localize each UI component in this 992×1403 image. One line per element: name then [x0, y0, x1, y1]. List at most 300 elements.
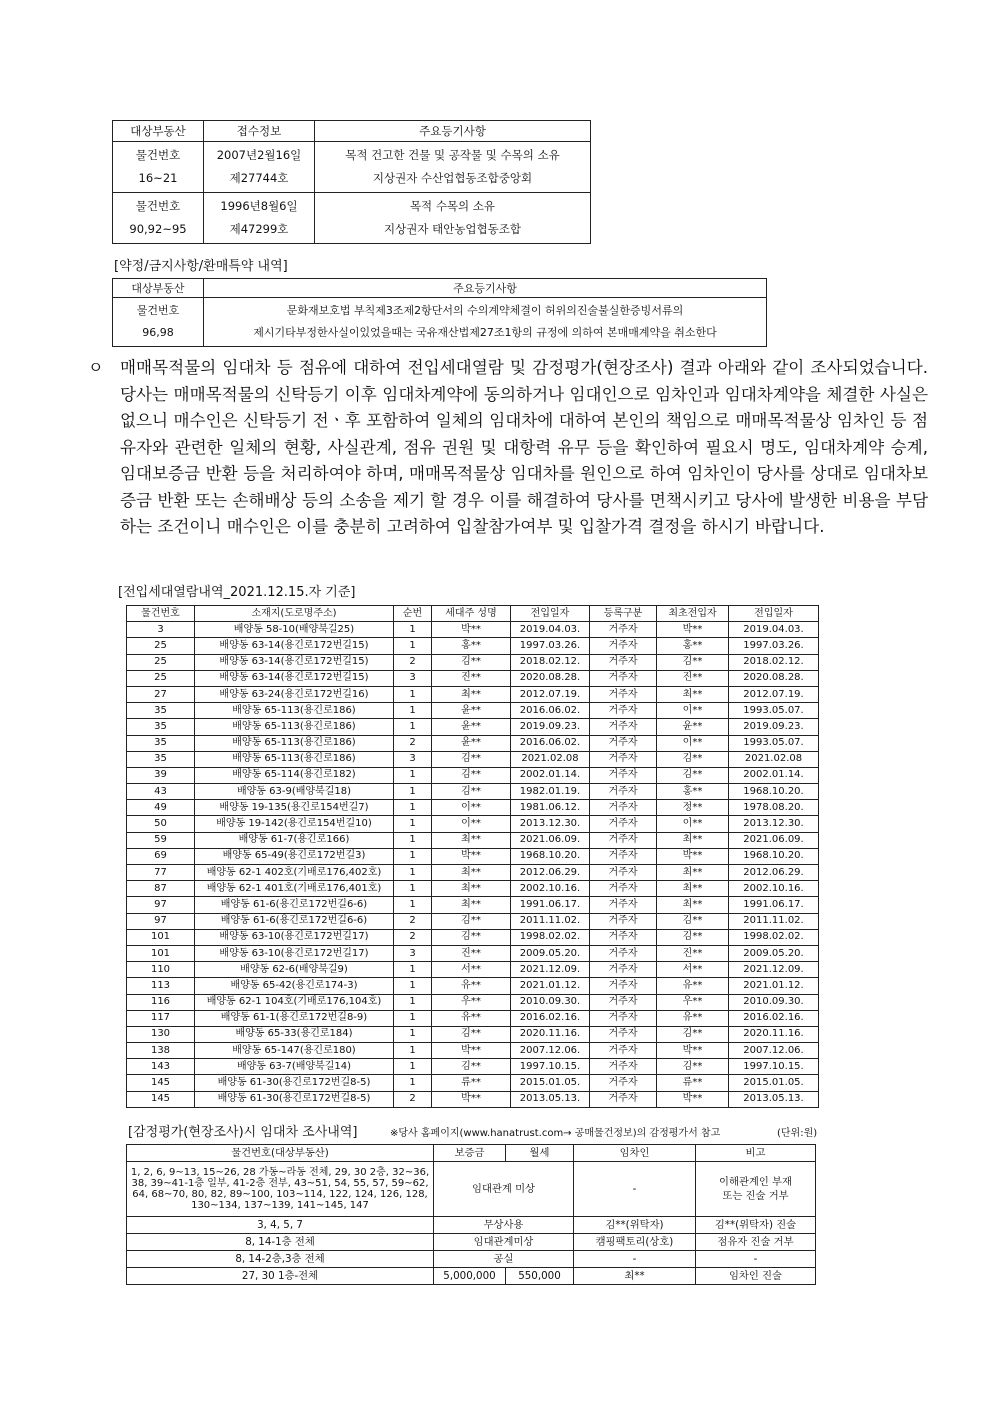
first-move-in-date-cell: 2021.06.09.	[729, 832, 819, 848]
first-resident-cell: 박**	[657, 1091, 729, 1107]
head-name-cell: 박**	[432, 622, 511, 638]
table-row	[127, 800, 819, 816]
head-name-cell: 박**	[432, 848, 511, 864]
items-cell: 3, 4, 5, 7	[127, 1217, 434, 1234]
first-move-in-date-cell: 2012.06.29.	[729, 865, 819, 881]
registration-type-cell: 거주자	[590, 978, 657, 994]
registration-type-cell: 거주자	[590, 929, 657, 945]
seq-cell: 1	[394, 1059, 432, 1075]
seq-cell: 1	[394, 865, 432, 881]
unit-label: (단위:원)	[777, 1128, 818, 1139]
seq-cell: 1	[394, 719, 432, 735]
header-cell: 세대주 성명	[432, 606, 511, 622]
seq-cell: 1	[394, 897, 432, 913]
seq-cell: 1	[394, 1010, 432, 1026]
first-move-in-date-cell: 2018.02.12.	[729, 654, 819, 670]
address-cell: 배양동 63-14(용긴로172번길15)	[195, 670, 394, 686]
address-cell: 배양동 62-1 104호(기배로176,104호)	[195, 994, 394, 1010]
table-row	[127, 994, 819, 1010]
registration-type-cell: 거주자	[590, 1059, 657, 1075]
first-move-in-date-cell: 2013.12.30.	[729, 816, 819, 832]
items-cell: 1, 2, 6, 9~13, 15~26, 28 가동~라동 전체, 29, 30 2층, 32~36, 38, 39~41-1층 일부, 41-2층 전부, 43~51, 54, 55, 57, 59~62, 64, 68~70, 80, 82, 89~100, 103~114, 122, 124, 126, 128, 130~134, 137~139, 141~145, 147	[127, 1162, 434, 1217]
item-no-cell: 87	[127, 881, 195, 897]
registration-type-cell: 거주자	[590, 962, 657, 978]
receipt-cell: 2007년2월16일 제27744호	[204, 142, 315, 193]
first-move-in-date-cell: 2009.05.20.	[729, 945, 819, 961]
item-no-cell: 101	[127, 945, 195, 961]
registry-cell: 목적 수목의 소유 지상권자 태안농업협동조합	[315, 193, 591, 244]
address-cell: 배양동 63-14(용긴로172번길15)	[195, 654, 394, 670]
first-resident-cell: 진**	[657, 670, 729, 686]
first-move-in-date-cell: 2012.07.19.	[729, 686, 819, 702]
header-cell: 전입일자	[511, 606, 590, 622]
head-name-cell: 최**	[432, 686, 511, 702]
item-no-cell: 145	[127, 1091, 195, 1107]
first-move-in-date-cell: 2015.01.05.	[729, 1075, 819, 1091]
registration-type-cell: 거주자	[590, 913, 657, 929]
first-move-in-date-cell: 2019.04.03.	[729, 622, 819, 638]
first-resident-cell: 최**	[657, 897, 729, 913]
note-cell: 임차인 진술	[696, 1268, 816, 1285]
first-resident-cell: 김**	[657, 1059, 729, 1075]
registration-type-cell: 거주자	[590, 881, 657, 897]
head-name-cell: 박**	[432, 1091, 511, 1107]
table-row	[127, 751, 819, 767]
table-header-row	[113, 121, 591, 142]
header-cell: 물건번호	[127, 606, 195, 622]
seq-cell: 1	[394, 622, 432, 638]
move-in-table	[126, 605, 819, 1108]
table-row	[127, 1091, 819, 1107]
table-row	[127, 719, 819, 735]
move-in-date-cell: 2002.01.14.	[511, 767, 590, 783]
first-move-in-date-cell: 1993.05.07.	[729, 703, 819, 719]
address-cell: 배양동 65-147(용긴로180)	[195, 1043, 394, 1059]
item-no-cell: 35	[127, 719, 195, 735]
first-resident-cell: 박**	[657, 1043, 729, 1059]
table-row	[127, 945, 819, 961]
tenant-cell: -	[574, 1162, 696, 1217]
first-resident-cell: 정**	[657, 800, 729, 816]
table-row	[127, 670, 819, 686]
first-resident-cell: 최**	[657, 865, 729, 881]
address-cell: 배양동 63-10(용긴로172번길17)	[195, 945, 394, 961]
address-cell: 배양동 65-113(용긴로186)	[195, 719, 394, 735]
first-resident-cell: 진**	[657, 945, 729, 961]
table-row	[127, 654, 819, 670]
first-move-in-date-cell: 2010.09.30.	[729, 994, 819, 1010]
table-row	[127, 816, 819, 832]
move-in-date-cell: 2021.12.09.	[511, 962, 590, 978]
table-row	[127, 1075, 819, 1091]
move-in-caption: [전입세대열람내역_2021.12.15.자 기준]	[118, 585, 356, 600]
note-cell: 김**(위탁자) 진술	[696, 1217, 816, 1234]
header-cell: 순번	[394, 606, 432, 622]
address-cell: 배양동 65-49(용긴로172번길3)	[195, 848, 394, 864]
registration-type-cell: 거주자	[590, 654, 657, 670]
table-row	[127, 848, 819, 864]
table-row	[127, 1010, 819, 1026]
note-cell: 점유자 진술 거부	[696, 1234, 816, 1251]
address-cell: 배양동 62-1 401호(기배로176,401호)	[195, 881, 394, 897]
deposit-cell: 공실	[434, 1251, 574, 1268]
registration-type-cell: 거주자	[590, 816, 657, 832]
property-cell: 물건번호 16~21	[113, 142, 204, 193]
first-resident-cell: 우**	[657, 994, 729, 1010]
move-in-date-cell: 2009.05.20.	[511, 945, 590, 961]
table-row	[127, 735, 819, 751]
appraisal-caption: [감정평가(현장조사)시 임대차 조사내역]	[128, 1125, 358, 1140]
table-header-row	[113, 279, 767, 298]
first-resident-cell: 이**	[657, 735, 729, 751]
item-no-cell: 110	[127, 962, 195, 978]
table-row	[127, 1043, 819, 1059]
registration-type-cell: 거주자	[590, 670, 657, 686]
registration-type-cell: 거주자	[590, 784, 657, 800]
head-name-cell: 유**	[432, 978, 511, 994]
table-row	[127, 1251, 816, 1268]
special-terms-table	[112, 278, 767, 347]
first-move-in-date-cell: 1993.05.07.	[729, 735, 819, 751]
first-move-in-date-cell: 2016.02.16.	[729, 1010, 819, 1026]
head-name-cell: 홍**	[432, 638, 511, 654]
first-move-in-date-cell: 1978.08.20.	[729, 800, 819, 816]
first-move-in-date-cell: 1968.10.20.	[729, 848, 819, 864]
items-cell: 27, 30 1층-전체	[127, 1268, 434, 1285]
first-resident-cell: 박**	[657, 848, 729, 864]
first-resident-cell: 이**	[657, 816, 729, 832]
header-cell: 최초전입자	[657, 606, 729, 622]
table-row	[127, 832, 819, 848]
seq-cell: 2	[394, 929, 432, 945]
move-in-date-cell: 2015.01.05.	[511, 1075, 590, 1091]
first-resident-cell: 박**	[657, 622, 729, 638]
seq-cell: 1	[394, 962, 432, 978]
first-resident-cell: 김**	[657, 913, 729, 929]
seq-cell: 1	[394, 1075, 432, 1091]
move-in-date-cell: 1997.03.26.	[511, 638, 590, 654]
table-row	[113, 193, 591, 244]
item-no-cell: 49	[127, 800, 195, 816]
seq-cell: 1	[394, 832, 432, 848]
item-no-cell: 43	[127, 784, 195, 800]
notice-paragraph	[88, 355, 928, 541]
property-cell: 물건번호 96,98	[113, 298, 204, 347]
move-in-date-cell: 2020.08.28.	[511, 670, 590, 686]
item-no-cell: 25	[127, 670, 195, 686]
seq-cell: 1	[394, 800, 432, 816]
head-name-cell: 서**	[432, 962, 511, 978]
seq-cell: 2	[394, 654, 432, 670]
seq-cell: 1	[394, 703, 432, 719]
registration-type-cell: 거주자	[590, 1075, 657, 1091]
head-name-cell: 윤**	[432, 719, 511, 735]
seq-cell: 1	[394, 994, 432, 1010]
move-in-date-cell: 1968.10.20.	[511, 848, 590, 864]
head-name-cell: 윤**	[432, 735, 511, 751]
table-row	[127, 1162, 816, 1217]
first-resident-cell: 김**	[657, 767, 729, 783]
first-move-in-date-cell: 2020.11.16.	[729, 1026, 819, 1042]
address-cell: 배양동 61-7(용긴로166)	[195, 832, 394, 848]
registration-type-cell: 거주자	[590, 1026, 657, 1042]
head-name-cell: 김**	[432, 1026, 511, 1042]
head-name-cell: 김**	[432, 913, 511, 929]
address-cell: 배양동 63-24(용긴로172번길16)	[195, 686, 394, 702]
seq-cell: 1	[394, 881, 432, 897]
move-in-date-cell: 2021.02.08	[511, 751, 590, 767]
registration-type-cell: 거주자	[590, 800, 657, 816]
first-move-in-date-cell: 1968.10.20.	[729, 784, 819, 800]
item-no-cell: 97	[127, 913, 195, 929]
registration-type-cell: 거주자	[590, 767, 657, 783]
head-name-cell: 김**	[432, 1059, 511, 1075]
move-in-date-cell: 2021.06.09.	[511, 832, 590, 848]
first-resident-cell: 유**	[657, 978, 729, 994]
registration-type-cell: 거주자	[590, 865, 657, 881]
first-move-in-date-cell: 2019.09.23.	[729, 719, 819, 735]
seq-cell: 3	[394, 670, 432, 686]
first-move-in-date-cell: 1991.06.17.	[729, 897, 819, 913]
address-cell: 배양동 65-42(용긴로174-3)	[195, 978, 394, 994]
table-row	[127, 929, 819, 945]
first-resident-cell: 유**	[657, 1010, 729, 1026]
first-move-in-date-cell: 1998.02.02.	[729, 929, 819, 945]
registration-type-cell: 거주자	[590, 735, 657, 751]
address-cell: 배양동 19-135(용긴로154번길7)	[195, 800, 394, 816]
header-cell: 접수정보	[204, 121, 315, 142]
move-in-date-cell: 2012.07.19.	[511, 686, 590, 702]
item-no-cell: 27	[127, 686, 195, 702]
first-move-in-date-cell: 2002.01.14.	[729, 767, 819, 783]
address-cell: 배양동 61-30(용긴로172번길8-5)	[195, 1091, 394, 1107]
first-resident-cell: 최**	[657, 686, 729, 702]
head-name-cell: 윤**	[432, 703, 511, 719]
first-resident-cell: 서**	[657, 962, 729, 978]
move-in-date-cell: 2018.02.12.	[511, 654, 590, 670]
move-in-date-cell: 2021.01.12.	[511, 978, 590, 994]
appraisal-note: ※당사 홈페이지(www.hanatrust.com→ 공매물건정보)의 감정평가서 참고	[390, 1128, 721, 1139]
table-row	[127, 1059, 819, 1075]
head-name-cell: 최**	[432, 881, 511, 897]
item-no-cell: 77	[127, 865, 195, 881]
head-name-cell: 최**	[432, 897, 511, 913]
table-row	[127, 962, 819, 978]
table-row	[127, 913, 819, 929]
table-row	[127, 703, 819, 719]
first-move-in-date-cell: 1997.03.26.	[729, 638, 819, 654]
header-cell: 주요등기사항	[315, 121, 591, 142]
first-move-in-date-cell: 2002.10.16.	[729, 881, 819, 897]
item-no-cell: 138	[127, 1043, 195, 1059]
item-no-cell: 116	[127, 994, 195, 1010]
head-name-cell: 진**	[432, 945, 511, 961]
item-no-cell: 35	[127, 751, 195, 767]
address-cell: 배양동 65-114(용긴로182)	[195, 767, 394, 783]
registration-type-cell: 거주자	[590, 638, 657, 654]
move-in-date-cell: 1991.06.17.	[511, 897, 590, 913]
seq-cell: 1	[394, 816, 432, 832]
registration-type-cell: 거주자	[590, 897, 657, 913]
seq-cell: 1	[394, 848, 432, 864]
header-cell: 보증금	[434, 1145, 506, 1162]
head-name-cell: 김**	[432, 929, 511, 945]
move-in-date-cell: 2019.09.23.	[511, 719, 590, 735]
head-name-cell: 최**	[432, 832, 511, 848]
first-move-in-date-cell: 2011.11.02.	[729, 913, 819, 929]
note-cell: -	[696, 1251, 816, 1268]
first-resident-cell: 최**	[657, 832, 729, 848]
table-row	[127, 1217, 816, 1234]
deposit-cell: 임대관계 미상	[434, 1162, 574, 1217]
items-cell: 8, 14-2층,3층 전체	[127, 1251, 434, 1268]
table-header-row	[127, 1145, 816, 1162]
address-cell: 배양동 65-113(용긴로186)	[195, 703, 394, 719]
address-cell: 배양동 63-10(용긴로172번길17)	[195, 929, 394, 945]
registry-cell: 목적 건고한 건물 및 공작물 및 수목의 소유 지상권자 수산업협동조합중앙회	[315, 142, 591, 193]
table-row	[127, 1026, 819, 1042]
registration-type-cell: 거주자	[590, 622, 657, 638]
table-row	[127, 638, 819, 654]
move-in-date-cell: 2016.06.02.	[511, 703, 590, 719]
header-cell: 전입일자	[729, 606, 819, 622]
address-cell: 배양동 61-6(용긴로172번길6-6)	[195, 897, 394, 913]
head-name-cell: 김**	[432, 751, 511, 767]
header-cell: 소재지(도로명주소)	[195, 606, 394, 622]
item-no-cell: 69	[127, 848, 195, 864]
move-in-date-cell: 2011.11.02.	[511, 913, 590, 929]
first-resident-cell: 김**	[657, 1026, 729, 1042]
first-move-in-date-cell: 2013.05.13.	[729, 1091, 819, 1107]
first-move-in-date-cell: 2007.12.06.	[729, 1043, 819, 1059]
first-resident-cell: 김**	[657, 751, 729, 767]
item-no-cell: 97	[127, 897, 195, 913]
move-in-date-cell: 2012.06.29.	[511, 865, 590, 881]
registry-cell: 문화재보호법 부칙제3조제2항단서의 수의계약체결이 허위의진술불실한증빙서류의 제시기타부정한사실이있었을때는 국유재산법제27조1항의 규정에 의하여 본매매계약을 취소한다	[204, 298, 767, 347]
move-in-date-cell: 1981.06.12.	[511, 800, 590, 816]
move-in-date-cell: 2013.05.13.	[511, 1091, 590, 1107]
note-cell: 이해관계인 부재 또는 진술 거부	[696, 1162, 816, 1217]
first-move-in-date-cell: 2021.01.12.	[729, 978, 819, 994]
address-cell: 배양동 61-30(용긴로172번길8-5)	[195, 1075, 394, 1091]
move-in-date-cell: 2020.11.16.	[511, 1026, 590, 1042]
table-row	[127, 881, 819, 897]
registration-type-cell: 거주자	[590, 751, 657, 767]
first-resident-cell: 김**	[657, 654, 729, 670]
head-name-cell: 이**	[432, 800, 511, 816]
head-name-cell: 최**	[432, 865, 511, 881]
seq-cell: 1	[394, 784, 432, 800]
move-in-date-cell: 2007.12.06.	[511, 1043, 590, 1059]
seq-cell: 1	[394, 1026, 432, 1042]
tenant-cell: 최**	[574, 1268, 696, 1285]
address-cell: 배양동 63-14(용긴로172번길15)	[195, 638, 394, 654]
notice-text: 매매목적물의 임대차 등 점유에 대하여 전입세대열람 및 감정평가(현장조사) 결과 아래와 같이 조사되었습니다. 당사는 매매목적물의 신탁등기 이후 임대차계약에 동의하거나 임대인으로 임차인과 임대차계약을 체결한 사실은 없으니 매수인은 신탁등기 전ㆍ후 포함하여 일체의 임대차에 대하여 본인의 책임으로 매매목적물상 임차인 등 점유자와 관련한 일체의 현황, 사실관계, 점유 권원 및 대항력 유무 등을 확인하여 필요시 명도, 임대차계약 승계, 임대보증금 반환 등을 처리하여야 하며, 매매목적물상 임대차를 원인으로 하여 임차인이 당사를 상대로 임대차보증금 반환 또는 손해배상 등의 소송을 제기 할 경우 이를 해결하여 당사를 면책시키고 당사에 발생한 비용을 부담하는 조건이니 매수인은 이를 충분히 고려하여 입찰참가여부 및 입찰가격 결정을 하시기 바랍니다.	[120, 358, 928, 536]
item-no-cell: 35	[127, 703, 195, 719]
registration-table	[112, 120, 591, 244]
move-in-table-body	[127, 622, 819, 1108]
move-in-date-cell: 2016.06.02.	[511, 735, 590, 751]
move-in-date-cell: 2010.09.30.	[511, 994, 590, 1010]
table-header-row	[127, 606, 819, 622]
head-name-cell: 이**	[432, 816, 511, 832]
item-no-cell: 3	[127, 622, 195, 638]
table-row	[127, 978, 819, 994]
registration-type-cell: 거주자	[590, 719, 657, 735]
header-cell: 등록구분	[590, 606, 657, 622]
head-name-cell: 김**	[432, 767, 511, 783]
item-no-cell: 145	[127, 1075, 195, 1091]
address-cell: 배양동 61-6(용긴로172번길6-6)	[195, 913, 394, 929]
deposit-cell: 무상사용	[434, 1217, 574, 1234]
seq-cell: 3	[394, 945, 432, 961]
registration-type-cell: 거주자	[590, 994, 657, 1010]
item-no-cell: 130	[127, 1026, 195, 1042]
seq-cell: 2	[394, 735, 432, 751]
address-cell: 배양동 63-7(배양북길14)	[195, 1059, 394, 1075]
registration-type-cell: 거주자	[590, 686, 657, 702]
address-cell: 배양동 61-1(용긴로172번길8-9)	[195, 1010, 394, 1026]
item-no-cell: 59	[127, 832, 195, 848]
item-no-cell: 101	[127, 929, 195, 945]
address-cell: 배양동 65-33(용긴로184)	[195, 1026, 394, 1042]
rent-cell: 550,000	[506, 1268, 574, 1285]
registration-type-cell: 거주자	[590, 1043, 657, 1059]
address-cell: 배양동 58-10(배양북길25)	[195, 622, 394, 638]
first-resident-cell: 최**	[657, 881, 729, 897]
registration-type-cell: 거주자	[590, 832, 657, 848]
seq-cell: 1	[394, 638, 432, 654]
header-cell: 주요등기사항	[204, 279, 767, 298]
receipt-cell: 1996년8월6일 제47299호	[204, 193, 315, 244]
address-cell: 배양동 63-9(배양북길18)	[195, 784, 394, 800]
table-row	[127, 897, 819, 913]
table-row	[127, 622, 819, 638]
item-no-cell: 143	[127, 1059, 195, 1075]
head-name-cell: 김**	[432, 654, 511, 670]
header-cell: 물건번호(대상부동산)	[127, 1145, 434, 1162]
item-no-cell: 117	[127, 1010, 195, 1026]
header-cell: 임차인	[574, 1145, 696, 1162]
table-row	[113, 298, 767, 347]
first-move-in-date-cell: 2021.02.08	[729, 751, 819, 767]
appraisal-table	[126, 1144, 816, 1285]
header-cell: 대상부동산	[113, 279, 204, 298]
move-in-date-cell: 1998.02.02.	[511, 929, 590, 945]
table-row	[127, 784, 819, 800]
address-cell: 배양동 65-113(용긴로186)	[195, 751, 394, 767]
seq-cell: 1	[394, 686, 432, 702]
first-resident-cell: 윤**	[657, 719, 729, 735]
item-no-cell: 50	[127, 816, 195, 832]
property-cell: 물건번호 90,92~95	[113, 193, 204, 244]
special-terms-caption: [약정/금지사항/환매특약 내역]	[114, 259, 288, 274]
move-in-date-cell: 2016.02.16.	[511, 1010, 590, 1026]
move-in-date-cell: 1997.10.15.	[511, 1059, 590, 1075]
registration-type-cell: 거주자	[590, 1010, 657, 1026]
address-cell: 배양동 65-113(용긴로186)	[195, 735, 394, 751]
seq-cell: 2	[394, 1091, 432, 1107]
seq-cell: 1	[394, 1043, 432, 1059]
seq-cell: 2	[394, 913, 432, 929]
header-cell: 월세	[506, 1145, 574, 1162]
registration-type-cell: 거주자	[590, 703, 657, 719]
address-cell: 배양동 19-142(용긴로154번길10)	[195, 816, 394, 832]
head-name-cell: 김**	[432, 784, 511, 800]
move-in-date-cell: 2013.12.30.	[511, 816, 590, 832]
items-cell: 8, 14-1층 전체	[127, 1234, 434, 1251]
bullet-icon: ㅇ	[88, 358, 104, 377]
